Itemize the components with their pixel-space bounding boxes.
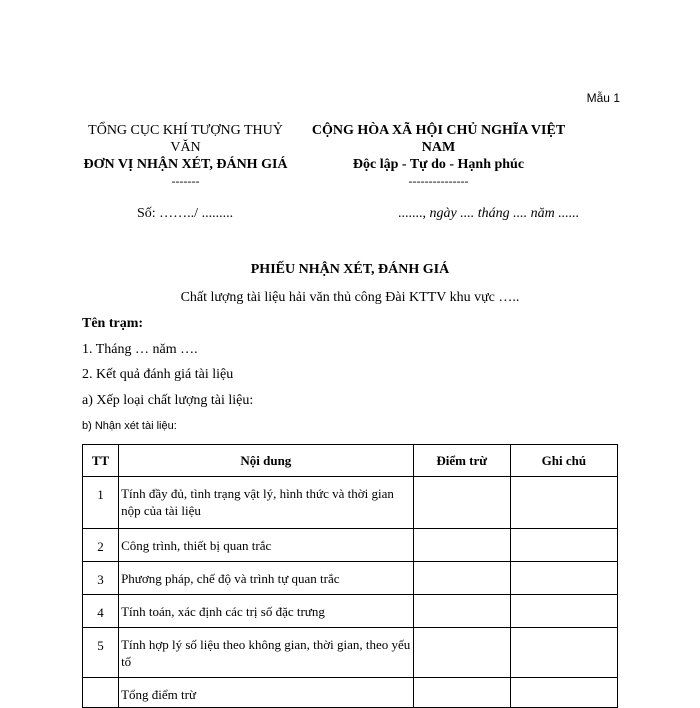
form-title: PHIẾU NHẬN XÉT, ĐÁNH GIÁ xyxy=(250,262,450,277)
item-quality-rating: a) Xếp loại chất lượng tài liệu: xyxy=(82,393,254,408)
country-name: CỘNG HÒA XÃ HỘI CHỦ NGHĨA VIỆT NAM xyxy=(311,123,566,155)
station-label: Tên trạm: xyxy=(82,316,144,331)
item-month-year: 1. Tháng … năm …. xyxy=(82,342,198,357)
row-content: Tính đầy đủ, tình trạng vật lý, hình thức và thời gian nộp của tài liệu xyxy=(119,477,414,529)
date-line xyxy=(398,206,579,222)
row-deduction xyxy=(413,595,510,628)
item-evaluation-result: 2. Kết quả đánh giá tài liệu xyxy=(82,367,234,382)
evaluation-table xyxy=(82,444,618,708)
document-number: Số: ……../ ......... xyxy=(137,206,234,221)
national-motto: Độc lập - Tự do - Hạnh phúc xyxy=(352,157,525,172)
row-note xyxy=(510,628,617,678)
row-number: 1 xyxy=(83,477,119,529)
total-note xyxy=(510,678,617,708)
right-divider: --------------- xyxy=(408,174,469,188)
date-place: ......., xyxy=(398,206,426,221)
row-content: Tính hợp lý số liệu theo không gian, thời gian, theo yếu tố xyxy=(119,628,414,678)
table-row xyxy=(83,628,618,678)
date-text: ngày .... tháng .... năm ...... xyxy=(426,206,580,221)
row-content: Tính toán, xác định các trị số đặc trưng xyxy=(119,595,414,628)
row-note xyxy=(510,562,617,595)
form-subtitle: Chất lượng tài liệu hải văn thủ công Đài KTTV khu vực ….. xyxy=(180,290,520,305)
row-number: 4 xyxy=(83,595,119,628)
row-number: 5 xyxy=(83,628,119,678)
table-row xyxy=(83,477,618,529)
total-label: Tổng điểm trừ xyxy=(119,678,414,708)
right-header xyxy=(306,122,571,189)
total-deduction xyxy=(413,678,510,708)
row-note xyxy=(510,477,617,529)
evaluating-unit: ĐƠN VỊ NHẬN XÉT, ĐÁNH GIÁ xyxy=(83,157,288,172)
header-deduction: Điểm trừ xyxy=(413,445,510,477)
header-tt: TT xyxy=(83,445,119,477)
left-divider: ------- xyxy=(171,174,200,188)
row-content: Phương pháp, chế độ và trình tự quan trắc xyxy=(119,562,414,595)
item-document-comments: b) Nhận xét tài liệu: xyxy=(82,420,177,432)
row-number: 2 xyxy=(83,529,119,562)
row-deduction xyxy=(413,562,510,595)
table-row xyxy=(83,529,618,562)
row-content: Công trình, thiết bị quan trắc xyxy=(119,529,414,562)
header-note: Ghi chú xyxy=(510,445,617,477)
row-note xyxy=(510,529,617,562)
table-total-row xyxy=(83,678,618,708)
form-code: Mẫu 1 xyxy=(586,91,620,105)
table-row xyxy=(83,562,618,595)
agency-name: TỔNG CỤC KHÍ TƯỢNG THUỶ VĂN xyxy=(88,123,283,155)
header-content: Nội dung xyxy=(119,445,414,477)
left-header xyxy=(78,122,293,189)
row-number: 3 xyxy=(83,562,119,595)
row-deduction xyxy=(413,529,510,562)
row-deduction xyxy=(413,477,510,529)
total-number xyxy=(83,678,119,708)
row-deduction xyxy=(413,628,510,678)
table-row xyxy=(83,595,618,628)
row-note xyxy=(510,595,617,628)
table-header-row xyxy=(83,445,618,477)
